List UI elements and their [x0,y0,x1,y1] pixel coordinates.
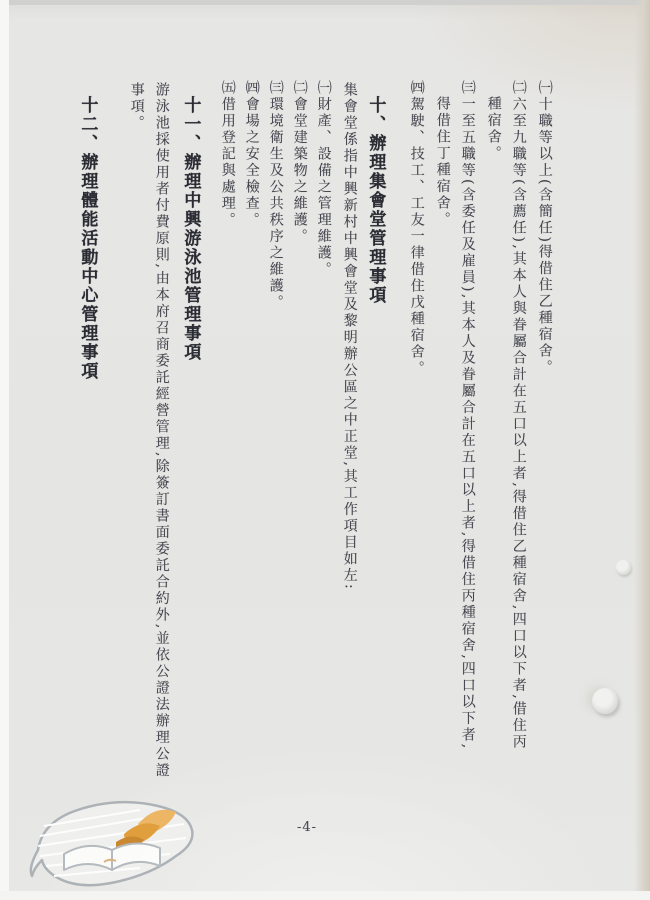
list-item-prev-2: ㈡六至九職等(含薦任),其本人與眷屬合計在五口以上者,得借住乙種宿舍,四口以下者,借住丙 [510,80,527,751]
section-10-intro: 集會堂係指中興新村中興會堂及黎明辦公區之中正堂,其工作項目如左: [341,82,358,592]
paper-edge-top [0,0,650,5]
section-10-item-5: ㈤借用登記與處理。 [219,80,236,229]
list-item-prev-3-wrap: 得借住丁種宿舍。 [434,96,451,228]
taiwan-book-logo [20,798,210,893]
list-item-prev-3: ㈢一至五職等(含委任及雇員),其本人及眷屬合計在五口以上者,得借住丙種宿舍,四口以下者, [459,80,476,751]
paper-dimple [592,688,618,714]
paper-edge-left [0,0,9,900]
section-11-heading: 十一、辦理中興游泳池管理事項 [180,96,201,362]
page-number: -4- [297,820,318,835]
list-item-prev-4: ㈣駕駛、技工、工友一律借住戊種宿舍。 [408,80,425,377]
paper-dimple [616,560,631,575]
section-11-intro-wrap: 事項。 [128,82,145,132]
section-12-heading: 十二、辦理體能活動中心管理事項 [77,96,98,381]
list-item-prev-2-wrap: 種宿舍。 [485,96,502,162]
paper-edge-right [634,0,650,900]
section-11-intro: 游泳池採使用者付費原則,由本府召商委託經營管理,除簽訂書面委託合約外,並依公證法辦理公證 [153,82,170,780]
section-10-item-1: ㈠財產、設備之管理維護。 [315,80,332,278]
section-10-heading: 十、辦理集會堂管理事項 [365,96,386,305]
section-10-item-2: ㈡會堂建築物之維護。 [291,80,308,245]
section-10-item-4: ㈣會場之安全檢查。 [243,80,260,229]
section-10-item-3: ㈢環境衛生及公共秩序之維護。 [267,80,284,311]
list-item-prev-1: ㈠十職等以上(含簡任)得借住乙種宿舍。 [536,80,553,377]
